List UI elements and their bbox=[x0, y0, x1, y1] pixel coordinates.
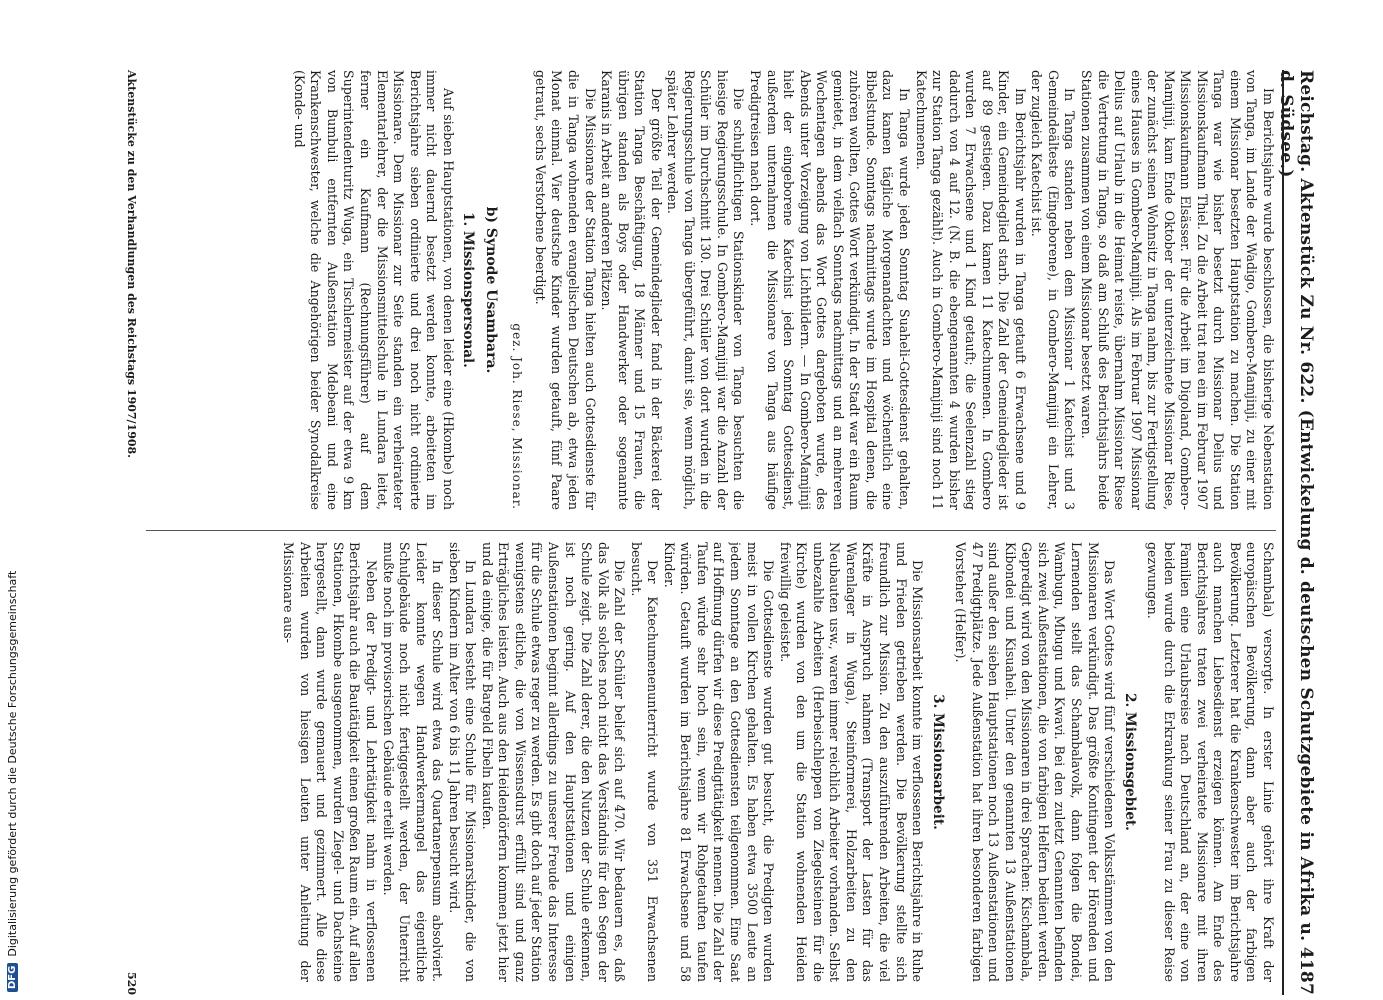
paragraph: Schambala) versorgte. In erster Linie gehört ihre Kraft der europäischen Bevölkerung, dann aber auch der farbigen Bevölkerung. Letzterer hat die Krankenschwester im Berichtsjahre auch manchen Liebesdienst erzeigen können. Am Ende des Berichtsjahres traten zwei verheiratete Missionare mit ihren Familien eine Urlaubsreise nach Deutschland an, der eine von beiden wurde durch die Erkrankung seiner Frau zu dieser Reise gezwungen. bbox=[1145, 542, 1276, 982]
paragraph: Das Wort Gottes wird fünf verschiedenen Volksstämmen von den Missionaren verkündigt. Das größte Kontingent der Hörenden und Lernenden stellt das Schambalavolk, dann folgen die Bondei, Wambugu, Mbugu und Kwavi. Bei den zuletzt Genannten befinden sich zwei Außenstationen, die von farbigen Helfern bedient werden. Gepredigt wird von den Missionaren in drei Sprachen: Kischambala, Kibondei und Kisuaheli. Unter den genannten 13 Außenstationen sind außer den sieben Hauptstationen noch 13 Außenstationen und 47 Predigtplätze. Jede Außenstation hat ihren besonderen farbigen Vorsteher (Helfer). bbox=[953, 542, 1118, 982]
paragraph: Der größte Teil der Gemeindeglieder fand in der Bäckerei der Station Tanga Beschäftigung, 18 Männer und 15 Frauen, die übrigen standen als Boys oder Handwerker oder sogenannte Karanis in Arbeit an anderen Plätzen. bbox=[599, 70, 664, 510]
paragraph: Der Katechumenenunterricht wurde von 351 Erwachsenen besucht. bbox=[628, 542, 661, 982]
right-column bbox=[146, 542, 1276, 982]
section-heading: b) Synode Usambara. bbox=[482, 206, 499, 374]
paragraph: Die Gottesdienste wurden gut besucht, die Predigten wurden meist in vollen Kirchen gehalten. Es haben etwa 3500 Leute an jedem Sonntage an den Gottesdiensten teilgenommen. Eine Saat auf Hoffnung dürfen wir diese Predigttätigkeit nennen. Die Zahl der Taufen würde sehr hoch sein, wenn wir Rohgetauften taufen würden. Getauft wurden im Berichtsjahre 81 Erwachsene und 58 Kinder. bbox=[661, 542, 777, 982]
paragraph: Die schulpflichtigen Stationskinder von Tanga besuchten die hiesige Regierungsschule. In Gombero-Mamjinji war die Anzahl der Schüler im Durchschnitt 130. Drei Schüler von dort wurden in die Regierungsschule von Tanga übergeführt, damit sie, wenn möglich, später Lehrer werden. bbox=[665, 70, 747, 510]
paragraph: In Lundara besteht eine Schule für Missionarskinder, die von sieben Kindern im Alter von 6 bis 11 Jahren besucht wird. bbox=[446, 542, 479, 982]
paragraph: In dieser Schule wird etwa das Quartanerpensum absolviert. Leider konnte wegen Handwerkermangel das eigentliche Schulgebäude noch nicht fertiggestellt werden, der Unterricht mußte noch im provisorischen Gebäude erteilt werden. bbox=[380, 542, 446, 982]
paragraph: Im Berichtsjahr wurden in Tanga getauft 6 Erwachsene und 9 Kinder, ein Gemeindeglied starb. Die Zahl der Gemeindeglieder ist auf 89 gestiegen. Dazu kamen 11 Katechumenen. In Gombero wurden 7 Erwachsene und 1 Kind getauft; die Seelenzahl stieg dadurch von 4 auf 12. (N. B. die ebengenannten 4 wurden bisher zur Station Tanga gezählt). Auch in Gombero-Mamjinji sind noch 11 Katechumenen. bbox=[913, 70, 1028, 510]
funding-note bbox=[3, 0, 21, 1000]
header-title: Reichstag. Aktenstück Zu Nr. 622. (Entwickelung d. deutschen Schutzgebiete in Afrika u. d. Südsee.) bbox=[1276, 70, 1316, 942]
signature: gez. Joh. Riese, Missionar. bbox=[510, 323, 525, 510]
paragraph: In Tanga wurde jeden Sonntag Suaheli-Gottesdienst gehalten, dazu kamen tägliche Morgenandachten und wöchentlich eine Bibelstunde. Sonntags nachmittags wurde im Hospital denen, die zuhören wollten, Gottes Wort verkündigt. In der Stadt war ein Raum gemietet, in dem vielfach Sonntags nachmittags und an mehreren Wochentagen abends das Wort Gottes dargeboten wurde, des Abends unter Vorzeigung von Lichtbildern. — In Gombero-Mamjinji hielt der eingeborene Katechist jeden Sonntag Gottesdienst, außerdem unternahmen die Missionare von Tanga aus häufige Predigtreisen nach dort. bbox=[748, 70, 912, 510]
paragraph: Die Zahl der Schüler belief sich auf 470. Wir bedauern es, daß das Volk als solches noch nicht das Verständnis für den Segen der Schule zeigt. Die Zahl derer, die den Nutzen der Schule erkennen, ist noch gering. Auf den Hauptstationen und einigen Außenstationen beginnt allerdings zu unserer Freude das Interesse für die Schule etwas reger zu werden. Es gibt doch auf jeder Station wenigstens etliche, die von Wissensdurst erfüllt sind und ganz Erträgliches leisten. Auch aus den Heidendörfern kommen jetzt hier und da einige, die für Bargeld Fibeln kaufen. bbox=[479, 542, 628, 982]
document-page bbox=[91, 70, 1316, 995]
page-footer bbox=[125, 70, 138, 995]
subsection-heading: 3. Missionsarbeit. bbox=[929, 694, 946, 830]
column-divider bbox=[146, 530, 1276, 531]
paragraph: Im Berichtsjahre wurde beschlossen, die bisherige Nebenstation von Tanga, im Lande der Wadigo, Gombero-Mamjinji, zu einer mit einem Missionar besetzten Hauptstation zu machen. Die Station Tanga war wie bisher besetzt durch Missionar Delius und Missionskaufmann Thiel. Zu die Arbeit trat neu ein im Februar 1907 Missionskaufmann Elsässer. Für die Arbeit im Digoland, Gombero-Mamjinji, kam Ende Oktober der unterzeichnete Missionar Riese, der zunächst seinen Wohnsitz in Tanga nahm, bis zur Fertigstellung eines Hauses in Gombero-Mamjinji. Als im Februar 1907 Missionar Delius auf Urlaub in die Heimat reiste, übernahm Missionar Riese die Vertretung in Tanga, so daß am Schluß des Berichtsjahrs beide Stationen zusammen von einem Missionar besetzt waren. bbox=[1078, 70, 1276, 510]
header-page-number: 4187 bbox=[1296, 946, 1316, 995]
page-header bbox=[1276, 70, 1316, 995]
dfg-logo: DFG bbox=[7, 963, 18, 992]
paragraph: In Tanga standen neben dem Missionar 1 Katechist und 3 Gemeindeälteste (Eingeborene), in Gombero-Mamjinji ein Lehrer, der zugleich Katechist ist. bbox=[1029, 70, 1078, 510]
paragraph: Auf sieben Hauptstationen, von denen leider eine (Hkombe) noch immer nicht dauernd besetzt werden konnte, arbeiteten im Berichtsjahre sieben ordinierte und drei noch nicht ordinierte Missionare. Dem Missionar zur Seite standen ein verheirateter Elementarlehrer, der die Missionsmittelschule in Lundara leitet, ferner ein Kaufmann (Rechnungsführer) auf dem Superintendenturitz Wuga, ein Tischlermeister auf der etwa 9 km von Bumbuli entfernten Außenstation Mdebeani und eine Krankenschwester, welche die Angehörigen beider Synodalkreise (Konde- und bbox=[291, 70, 456, 510]
paragraph: Die Missionare der Station Tanga hielten auch Gottesdienste für die in Tanga wohnenden evangelischen Deutschen ab, etwa jeden Monat einmal. Vier deutsche Kinder wurden getauft, fünf Paare getraut, sechs Verstorbene beerdigt. bbox=[532, 70, 598, 510]
paragraph: Neben der Predigt- und Lehrtätigkeit nahm in verflossenen Berichtsjahr auch die Bautätigkeit einen großen Raum ein. Auf allen Stationen, Hkombe ausgenommen, wurden Ziegel- und Dachsteine hergestellt, dann wurde gemauert und gezimmert. Alle diese Arbeiten wurden von hiesigen Leuten unter Anleitung der Missionare aus- bbox=[281, 542, 380, 982]
left-column bbox=[146, 70, 1276, 510]
funding-text: Digitalisierung gefördert durch die Deutsche Forschungsgemeinschaft bbox=[5, 570, 19, 957]
footer-page-number: 520 bbox=[125, 972, 138, 995]
subsection-heading: 2. Missionsgebiet. bbox=[1121, 693, 1138, 831]
paragraph: Die Missionsarbeit konnte im verflossenen Berichtsjahre in Ruhe und Frieden getrieben werden. Die Bevölkerung stellte sich freundlich zur Mission. Zu den auszuführenden Arbeiten, die viel Kräfte in Anspruch nahmen (Transport der Lasten für das Warenlager in Wuga), Steinformerei, Holzarbeiten zu den Neubauten usw., waren immer reichlich Arbeiter vorhanden. Selbst unbezahlte Arbeiten (Herbeischleppen von Ziegelsteinen für die Kirche) wurden von den um die Station wohnenden Heiden freiwillig geleistet. bbox=[777, 542, 926, 982]
footer-source: Aktenstücke zu den Verhandlungen des Reichstags 1907/1908. bbox=[125, 70, 138, 458]
header-rule bbox=[1282, 70, 1284, 995]
subsection-heading: 1. Missionspersonal. bbox=[460, 212, 477, 368]
